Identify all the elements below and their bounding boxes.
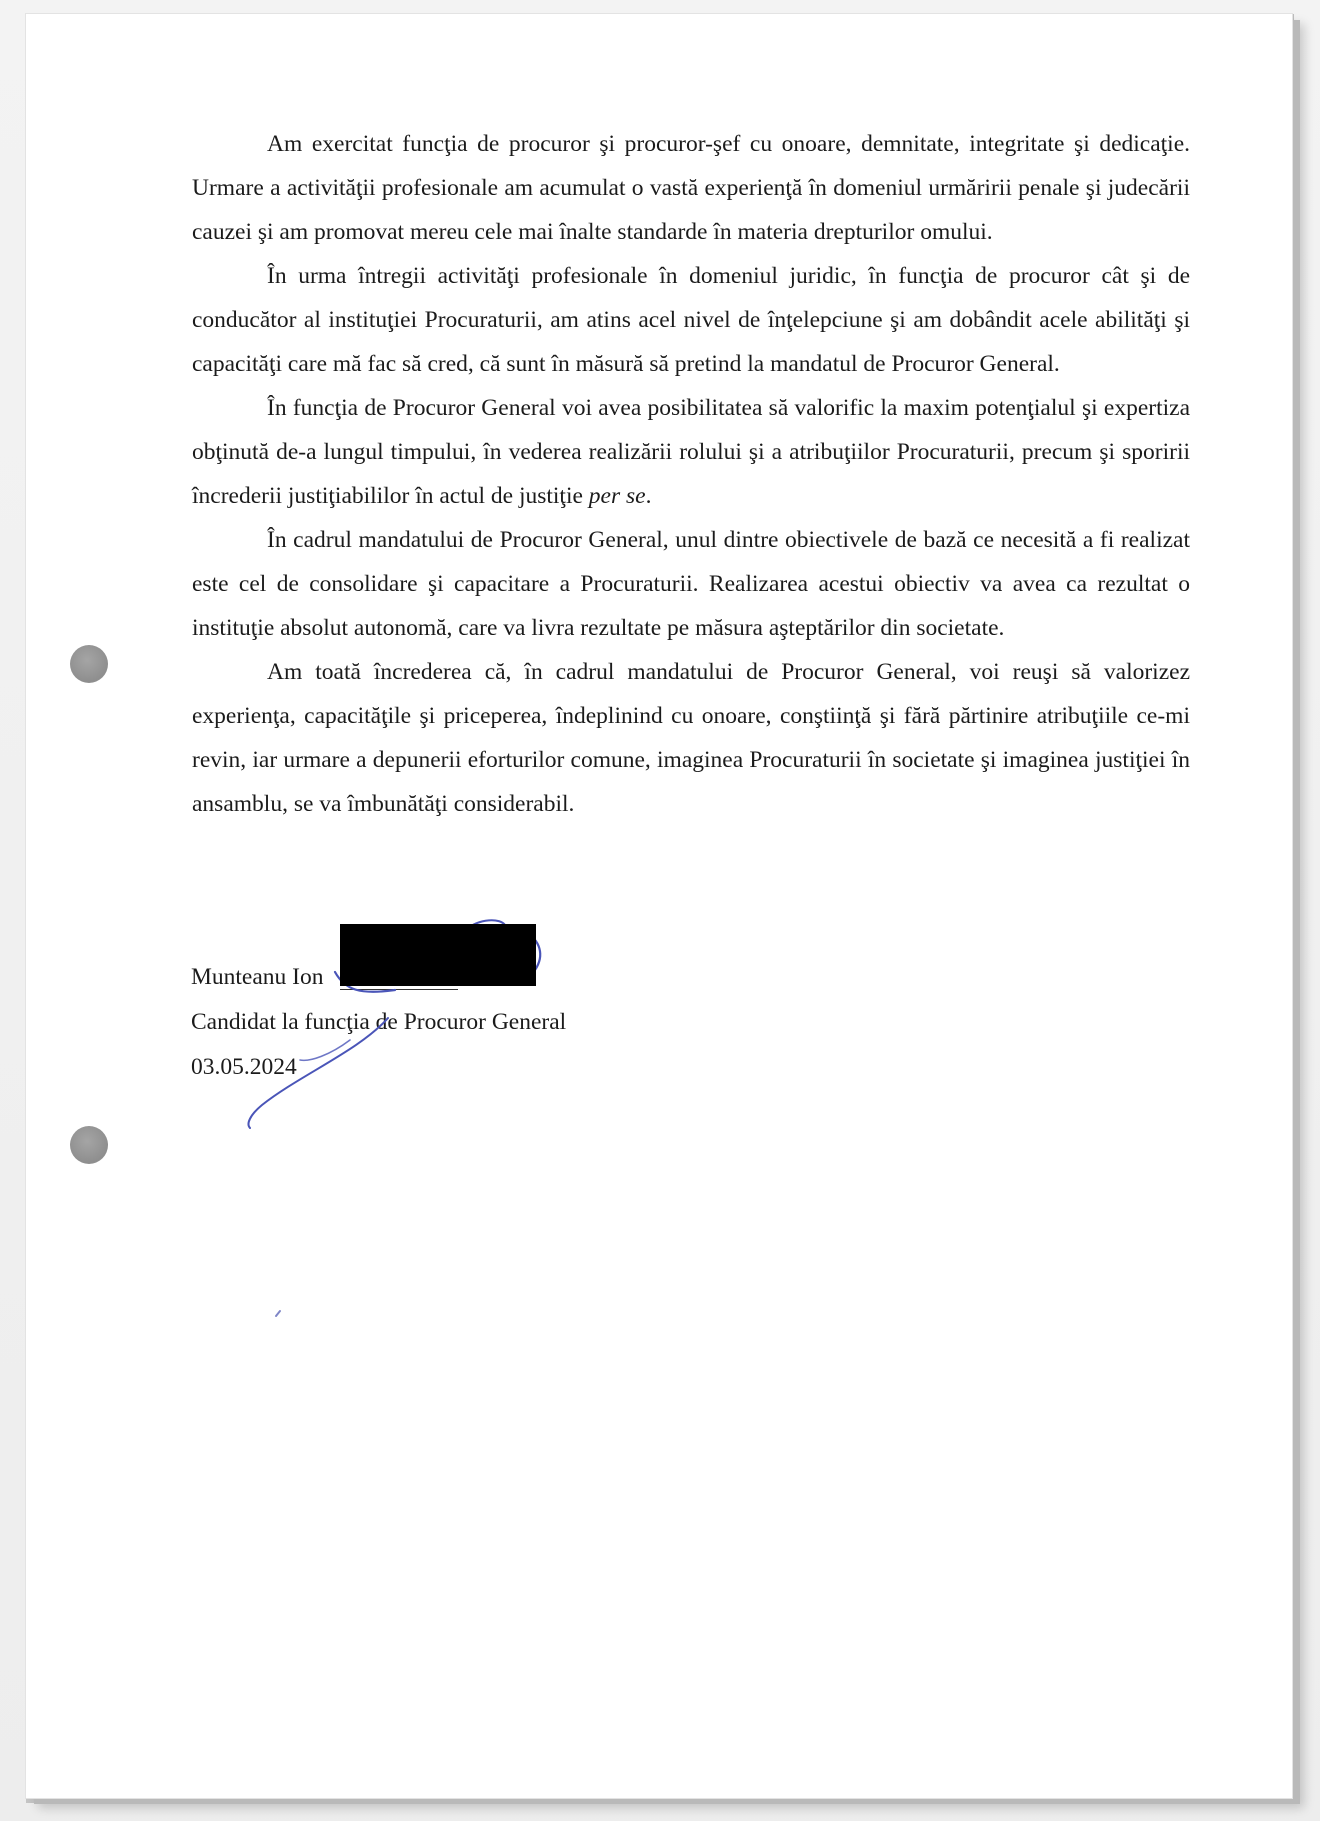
signatory-name: Munteanu Ion [191, 964, 324, 990]
paragraph-3-text: În funcţia de Procuror General voi avea posibilitatea să valorific la maxim potenţialul şi expertiza obţinută de-a lungul timpului, în vederea realizării rolului şi a atribuţiilor Procuraturii, precum şi sporirii încrederii justiţiabililor în actul de justiţie [192, 395, 1190, 509]
paragraph-5: Am toată încrederea că, în cadrul mandatului de Procuror General, voi reuşi să valorizez experienţa, capacităţile şi priceperea, îndeplinind cu onoare, conştiinţă şi fără părtinire atribuţiile ce-mi revin, iar urmare a depunerii eforturilor comune, imaginea Procuraturii în societate şi imaginea justiţiei în ansamblu, se va îmbunătăţi considerabil. [192, 659, 1190, 817]
paragraph-3-end: . [645, 483, 652, 509]
signature-date: 03.05.2024 [191, 1054, 297, 1080]
letter-body [192, 122, 1190, 826]
paragraph-4: În cadrul mandatului de Procuror General, unul dintre obiectivele de bază ce necesită a fi realizat este cel de consolidare şi capacitare a Procuraturii. Realizarea acestui obiectiv va avea ca rezultat o instituţie absolut autonomă, care va livra rezultate pe măsura aşteptărilor din societate. [192, 527, 1190, 641]
paragraph-3-italic: per se [588, 483, 646, 509]
punch-hole-icon [70, 1126, 108, 1164]
redaction-box [340, 924, 536, 986]
paragraph-3 [192, 386, 1190, 518]
signatory-role: Candidat la funcţia de Procuror General [191, 1009, 567, 1035]
signature-line [340, 989, 458, 990]
punch-hole-icon [70, 645, 108, 683]
paragraph-2: În urma întregii activităţi profesionale în domeniul juridic, în funcţia de procuror cât şi de conducător al instituţiei Procuraturii, am atins acel nivel de înţelepciune şi am dobândit acele abilităţi şi capacităţi care mă fac să cred, că sunt în măsură să pretind la mandatul de Procuror General. [192, 263, 1190, 377]
paragraph-1: Am exercitat funcţia de procuror şi procuror-şef cu onoare, demnitate, integritate şi dedicaţie. Urmare a activităţii profesionale am acumulat o vastă experienţă în domeniul urmăririi penale şi judecării cauzei şi am promovat mereu cele mai înalte standarde în materia drepturilor omului. [192, 131, 1190, 245]
